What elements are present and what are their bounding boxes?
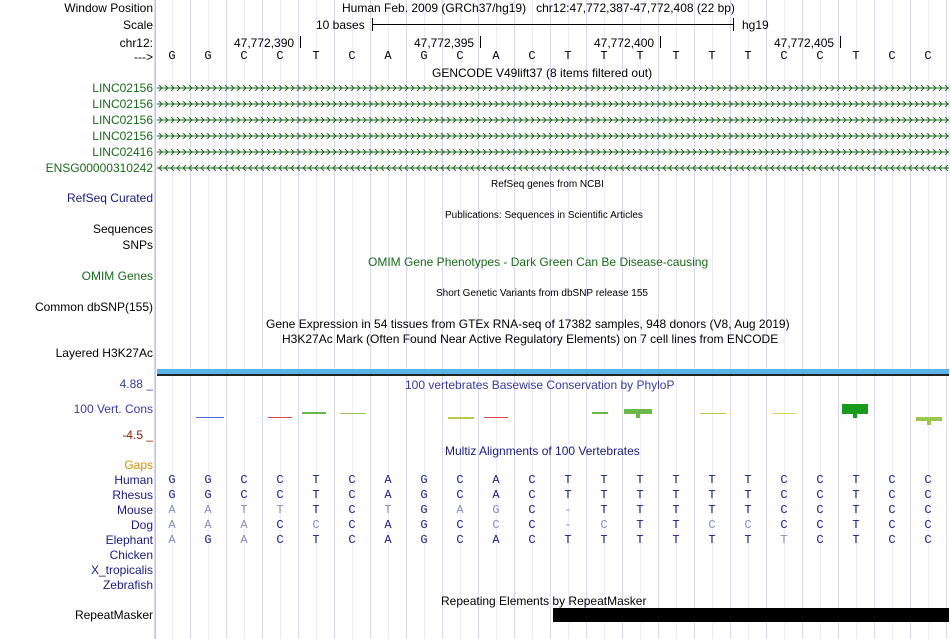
alignment-species-label[interactable]: Rhesus	[112, 488, 153, 502]
alignment-base: C	[780, 503, 788, 517]
alignment-base: G	[420, 518, 428, 532]
grid-line	[910, 0, 911, 639]
gencode-gene-feature[interactable]	[157, 165, 949, 171]
alignment-base: C	[348, 533, 356, 547]
conservation-label[interactable]: 100 Vert. Cons	[73, 402, 153, 416]
alignment-base: C	[780, 473, 788, 487]
alignment-base: T	[852, 488, 860, 502]
alignment-base: T	[708, 473, 716, 487]
alignment-base: T	[672, 533, 680, 547]
alignment-base: T	[600, 503, 608, 517]
alignment-base: T	[744, 503, 752, 517]
alignment-base: C	[816, 503, 824, 517]
sequence-base: C	[276, 49, 284, 63]
alignment-base: T	[564, 488, 572, 502]
alignment-base: -	[564, 503, 572, 517]
conservation-title: 100 vertebrates Basewise Conservation by PhyloP	[405, 378, 675, 392]
alignment-base: T	[672, 473, 680, 487]
position-label: 47,772,405	[774, 36, 835, 50]
alignment-base: G	[420, 488, 428, 502]
alignment-base: T	[312, 533, 320, 547]
alignment-base: T	[708, 503, 716, 517]
gencode-gene-label[interactable]: LINC02416	[92, 145, 153, 159]
alignment-base: C	[888, 518, 896, 532]
alignment-base: T	[240, 503, 248, 517]
alignment-base: T	[636, 533, 644, 547]
alignment-base: A	[384, 518, 392, 532]
gencode-gene-label[interactable]: LINC02156	[92, 113, 153, 127]
alignment-base: C	[528, 488, 536, 502]
alignment-base: C	[456, 488, 464, 502]
alignment-base: T	[780, 533, 788, 547]
window-position-text: Human Feb. 2009 (GRCh37/hg19) chr12:47,772,387-47,772,408 (22 bp)	[342, 1, 735, 15]
dbsnp-label[interactable]: Common dbSNP(155)	[34, 300, 153, 314]
alignment-base: A	[384, 488, 392, 502]
alignment-species-label[interactable]: Elephant	[105, 533, 153, 547]
sequence-base: C	[888, 49, 896, 63]
grid-line	[874, 0, 875, 639]
alignment-base: A	[204, 503, 212, 517]
alignment-base: T	[636, 518, 644, 532]
alignment-base: A	[492, 488, 500, 502]
sequences-label[interactable]: Sequences	[92, 222, 153, 236]
position-tick	[300, 36, 301, 48]
alignment-base: G	[168, 473, 176, 487]
alignment-base: C	[888, 503, 896, 517]
alignment-base: C	[276, 473, 284, 487]
window-position-label: Window Position	[64, 1, 153, 15]
alignment-base: C	[924, 533, 932, 547]
alignment-base: A	[240, 518, 248, 532]
alignment-species-label[interactable]: Dog	[130, 518, 153, 532]
gencode-gene-label[interactable]: ENSG00000310242	[45, 161, 153, 175]
alignment-base: G	[492, 503, 500, 517]
alignment-base: T	[744, 488, 752, 502]
position-tick	[840, 36, 841, 48]
scale-label: Scale	[122, 18, 153, 32]
repeat-element-block[interactable]	[553, 608, 949, 622]
alignment-base: T	[852, 533, 860, 547]
alignment-base: C	[528, 518, 536, 532]
alignment-base: T	[852, 503, 860, 517]
grid-line	[946, 0, 947, 639]
alignment-base: C	[276, 488, 284, 502]
alignment-base: A	[384, 473, 392, 487]
position-tick	[480, 36, 481, 48]
sequence-base: T	[636, 49, 644, 63]
sequence-base: G	[204, 49, 212, 63]
gtex-title: Gene Expression in 54 tissues from GTEx RNA-seq of 17382 samples, 948 donors (V8, Aug 2019)	[266, 317, 790, 331]
alignment-base: G	[420, 503, 428, 517]
scale-bar-left-cap	[372, 18, 373, 31]
gencode-gene-feature[interactable]	[157, 133, 949, 139]
alignment-species-label[interactable]: Chicken	[109, 548, 153, 562]
alignment-base: C	[780, 488, 788, 502]
assembly-label: hg19	[742, 18, 769, 32]
grid-line	[802, 0, 803, 639]
alignment-base: C	[276, 518, 284, 532]
alignment-base: C	[528, 473, 536, 487]
alignment-base: C	[924, 503, 932, 517]
alignment-base: C	[888, 533, 896, 547]
position-label: 47,772,400	[594, 36, 655, 50]
alignment-base: A	[384, 533, 392, 547]
alignment-base: C	[456, 533, 464, 547]
alignment-base: C	[816, 533, 824, 547]
alignment-base: C	[312, 518, 320, 532]
strand-label: --->	[134, 50, 153, 64]
alignment-base: T	[744, 473, 752, 487]
alignment-base: C	[276, 533, 284, 547]
position-label: 47,772,390	[234, 36, 295, 50]
repeatmasker-title: Repeating Elements by RepeatMasker	[441, 594, 647, 608]
sequence-base: G	[420, 49, 428, 63]
alignment-base: T	[672, 518, 680, 532]
sequence-base: C	[816, 49, 824, 63]
alignment-base: T	[672, 488, 680, 502]
gencode-gene-feature[interactable]	[157, 85, 949, 91]
alignment-base: C	[456, 473, 464, 487]
alignment-base: T	[564, 533, 572, 547]
sequence-base: T	[600, 49, 608, 63]
alignment-base: C	[348, 503, 356, 517]
refseq-title: RefSeq genes from NCBI	[491, 179, 604, 190]
alignment-base: -	[564, 518, 572, 532]
omim-title: OMIM Gene Phenotypes - Dark Green Can Be Disease-causing	[368, 255, 709, 269]
alignment-base: G	[204, 473, 212, 487]
sequence-base: T	[708, 49, 716, 63]
gencode-gene-feature[interactable]	[157, 101, 949, 107]
sequence-base: T	[852, 49, 860, 63]
alignment-base: T	[276, 503, 284, 517]
alignment-base: A	[168, 533, 176, 547]
conservation-max-value: 4.88 _	[119, 377, 153, 391]
alignment-base: T	[312, 503, 320, 517]
alignment-base: A	[240, 533, 248, 547]
scale-bar	[372, 24, 733, 25]
alignment-base: C	[888, 488, 896, 502]
gaps-label[interactable]: Gaps	[124, 458, 153, 472]
gencode-gene-feature[interactable]	[157, 149, 949, 155]
position-label: 47,772,395	[414, 36, 475, 50]
position-tick	[660, 36, 661, 48]
alignment-species-label[interactable]: Zebrafish	[102, 578, 153, 592]
h3k27ac-baseline	[157, 374, 949, 376]
gencode-gene-label[interactable]: LINC02156	[92, 81, 153, 95]
alignment-base: T	[600, 473, 608, 487]
alignment-base: G	[420, 533, 428, 547]
sequence-base: C	[528, 49, 536, 63]
alignment-base: C	[816, 473, 824, 487]
gencode-title: GENCODE V49lift37 (8 items filtered out)	[432, 66, 653, 80]
omim-genes-label[interactable]: OMIM Genes	[81, 269, 153, 283]
sequence-base: T	[672, 49, 680, 63]
sequence-base: C	[780, 49, 788, 63]
gencode-gene-label[interactable]: LINC02156	[92, 97, 153, 111]
alignment-base: C	[600, 518, 608, 532]
alignment-base: T	[636, 488, 644, 502]
alignment-base: A	[204, 518, 212, 532]
alignment-base: G	[168, 488, 176, 502]
alignment-base: A	[168, 518, 176, 532]
alignment-base: A	[492, 533, 500, 547]
alignment-base: A	[168, 503, 176, 517]
multiz-title: Multiz Alignments of 100 Vertebrates	[445, 444, 640, 458]
alignment-base: C	[780, 518, 788, 532]
alignment-species-label[interactable]: Human	[114, 473, 153, 487]
alignment-base: C	[744, 518, 752, 532]
alignment-base: C	[528, 533, 536, 547]
alignment-base: C	[888, 473, 896, 487]
alignment-base: C	[708, 518, 716, 532]
sequence-base: T	[744, 49, 752, 63]
alignment-base: T	[636, 503, 644, 517]
alignment-base: T	[852, 518, 860, 532]
sequence-base: G	[168, 49, 176, 63]
alignment-base: A	[456, 503, 464, 517]
refseq-curated-label[interactable]: RefSeq Curated	[66, 191, 153, 205]
snps-label[interactable]: SNPs	[122, 238, 153, 252]
grid-line	[262, 0, 263, 639]
h3k27ac-label[interactable]: Layered H3K27Ac	[55, 346, 153, 360]
sequence-base: C	[240, 49, 248, 63]
alignment-base: T	[600, 488, 608, 502]
alignment-base: T	[708, 533, 716, 547]
repeatmasker-label[interactable]: RepeatMasker	[74, 608, 153, 622]
alignment-base: C	[240, 473, 248, 487]
gencode-gene-feature[interactable]	[157, 117, 949, 123]
sequence-base: C	[348, 49, 356, 63]
alignment-base: C	[924, 518, 932, 532]
alignment-base: T	[672, 503, 680, 517]
grid-line	[154, 0, 155, 639]
alignment-base: C	[924, 488, 932, 502]
alignment-base: C	[528, 503, 536, 517]
publications-title: Publications: Sequences in Scientific Articles	[445, 210, 643, 221]
grid-line	[226, 0, 227, 639]
sequence-base: T	[564, 49, 572, 63]
chrom-label: chr12:	[119, 36, 153, 50]
grid-line	[838, 0, 839, 639]
alignment-base: T	[564, 473, 572, 487]
scale-text: 10 bases	[316, 18, 365, 32]
alignment-base: T	[744, 533, 752, 547]
alignment-base: T	[384, 503, 392, 517]
alignment-base: C	[924, 473, 932, 487]
alignment-species-label[interactable]: Mouse	[116, 503, 153, 517]
alignment-base: C	[492, 518, 500, 532]
alignment-base: C	[816, 518, 824, 532]
dbsnp-title: Short Genetic Variants from dbSNP release 155	[436, 288, 648, 299]
alignment-base: T	[600, 533, 608, 547]
alignment-base: T	[312, 473, 320, 487]
alignment-base: G	[204, 488, 212, 502]
alignment-base: C	[348, 488, 356, 502]
alignment-base: G	[420, 473, 428, 487]
conservation-min-value: -4.5 _	[122, 428, 153, 442]
alignment-base: C	[240, 488, 248, 502]
scale-bar-right-cap	[733, 18, 734, 31]
grid-line	[190, 0, 191, 639]
alignment-base: C	[348, 473, 356, 487]
sequence-base: C	[456, 49, 464, 63]
alignment-base: C	[348, 518, 356, 532]
alignment-base: T	[708, 488, 716, 502]
alignment-base: T	[636, 473, 644, 487]
alignment-base: A	[492, 473, 500, 487]
alignment-base: T	[852, 473, 860, 487]
alignment-base: T	[312, 488, 320, 502]
h3k27ac-title: H3K27Ac Mark (Often Found Near Active Regulatory Elements) on 7 cell lines from ENCODE	[282, 332, 779, 346]
label-divider	[155, 0, 156, 639]
alignment-base: C	[456, 518, 464, 532]
sequence-base: T	[312, 49, 320, 63]
alignment-species-label[interactable]: X_tropicalis	[90, 563, 153, 577]
sequence-base: A	[384, 49, 392, 63]
sequence-base: A	[492, 49, 500, 63]
gencode-gene-label[interactable]: LINC02156	[92, 129, 153, 143]
sequence-base: C	[924, 49, 932, 63]
alignment-base: G	[204, 533, 212, 547]
alignment-base: C	[816, 488, 824, 502]
